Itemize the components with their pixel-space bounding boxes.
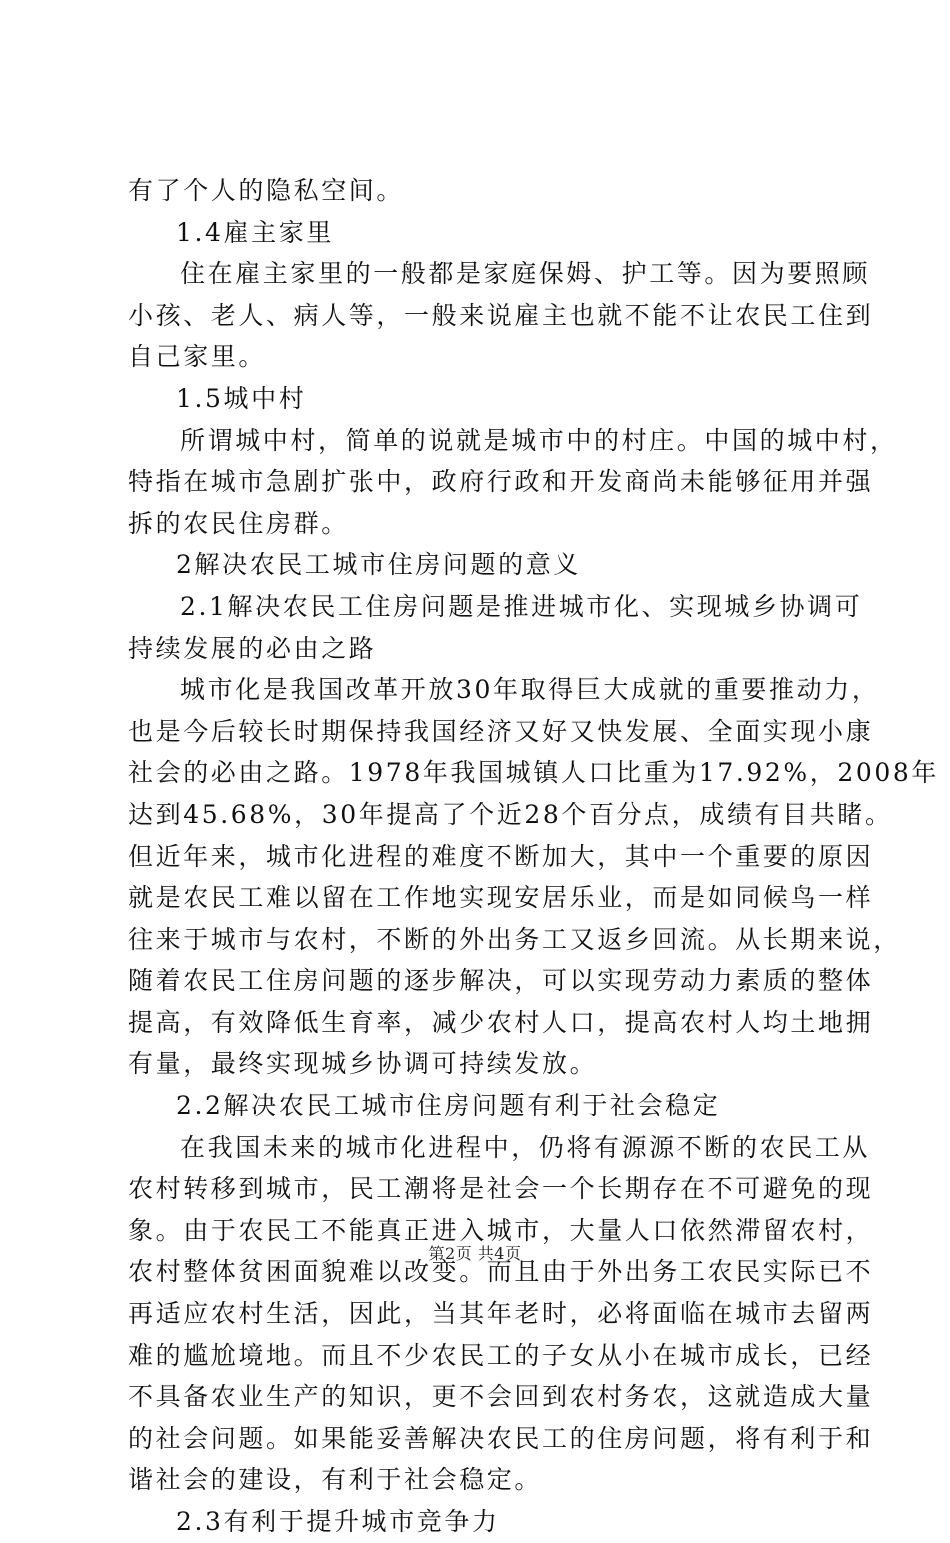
paragraph-line: 农村转移到城市，民工潮将是社会一个长期存在不可避免的现: [128, 1174, 874, 1204]
paragraph-line: 有了个人的隐私空间。: [128, 176, 405, 205]
paragraph-line: 再适应农村生活，因此，当其年老时，必将面临在城市去留两: [128, 1299, 874, 1329]
paragraph-line: 谐社会的建设，有利于社会稳定。: [128, 1465, 543, 1495]
paragraph-line: 在我国未来的城市化进程中，仍将有源源不断的农民工从: [180, 1132, 871, 1162]
paragraph-line: 但近年来，城市化进程的难度不断加大，其中一个重要的原因: [128, 841, 874, 871]
paragraph-line: 往来于城市与农村，不断的外出务工又返乡回流。从长期来说，: [128, 924, 901, 954]
section-heading: 2.2解决农民工城市住房问题有利于社会稳定: [176, 1091, 721, 1121]
paragraph-line: 所谓城中村，简单的说就是城市中的村庄。中国的城中村，: [180, 425, 898, 455]
paragraph-line: 住在雇主家里的一般都是家庭保姆、护工等。因为要照顾: [180, 259, 871, 289]
document-body: [128, 170, 939, 1543]
paragraph-line: 随着农民工住房问题的逐步解决，可以实现劳动力素质的整体: [128, 966, 874, 996]
section-heading: 2解决农民工城市住房问题的意义: [176, 550, 581, 580]
section-heading: 2.3有利于提升城市竞争力: [176, 1507, 500, 1536]
paragraph-line: 难的尴尬境地。而且不少农民工的子女从小在城市成长，已经: [128, 1340, 874, 1370]
paragraph-line: 自己家里。: [128, 342, 267, 372]
section-heading: 1.5城中村: [176, 383, 307, 413]
paragraph-line: 提高，有效降低生育率，减少农村人口，提高农村人均土地拥: [128, 1007, 874, 1037]
paragraph-line: 小孩、老人、病人等，一般来说雇主也就不能不让农民工住到: [128, 300, 874, 330]
section-heading: 1.4雇主家里: [176, 217, 334, 247]
paragraph-line: 的社会问题。如果能妥善解决农民工的住房问题，将有利于和: [128, 1423, 874, 1453]
paragraph-line: 象。由于农民工不能真正进入城市，大量人口依然滞留农村，: [128, 1215, 874, 1245]
section-heading: 2.1解决农民工住房问题是推进城市化、实现城乡协调可: [180, 591, 863, 621]
section-heading: 持续发展的必由之路: [128, 633, 377, 663]
paragraph-line: 拆的农民住房群。: [128, 508, 349, 538]
page-number-footer: 第2页 共4页: [428, 1244, 522, 1263]
paragraph-line: 也是今后较长时期保持我国经济又好又快发展、全面实现小康: [128, 716, 874, 746]
paragraph-line: 有量，最终实现城乡协调可持续发放。: [128, 1049, 598, 1079]
paragraph-line: 城市化是我国改革开放30年取得巨大成就的重要推动力，: [180, 675, 880, 705]
paragraph-line: 社会的必由之路。1978年我国城镇人口比重为17.92%，2008年: [128, 758, 939, 788]
paragraph-line: 达到45.68%，30年提高了个近28个百分点，成绩有目共睹。: [128, 799, 893, 829]
paragraph-line: 不具备农业生产的知识，更不会回到农村务农，这就造成大量: [128, 1382, 874, 1412]
paragraph-line: 就是农民工难以留在工作地实现安居乐业，而是如同候鸟一样: [128, 883, 874, 913]
paragraph-line: 特指在城市急剧扩张中，政府行政和开发商尚未能够征用并强: [128, 467, 874, 497]
paragraph-line: 农村整体贫困面貌难以改变。而且由于外出务工农民实际已不: [128, 1257, 874, 1287]
